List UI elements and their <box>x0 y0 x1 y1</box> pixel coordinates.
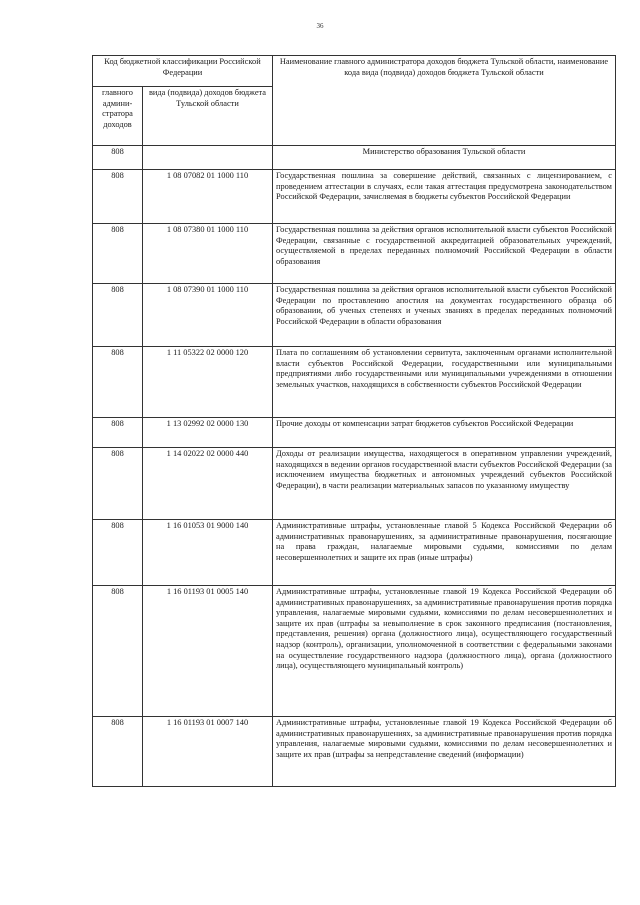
cell-revenue-code: 1 14 02022 02 0000 440 <box>143 448 273 520</box>
header-code-group: Код бюджетной классификации Российской Федерации <box>93 56 273 87</box>
table-header-row <box>93 56 616 87</box>
table-row <box>93 717 616 787</box>
cell-revenue-code <box>143 146 273 170</box>
table-row <box>93 170 616 224</box>
header-code-column: вида (подвида) доходов бюджета Тульской области <box>143 87 273 146</box>
cell-revenue-code: 1 13 02992 02 0000 130 <box>143 418 273 448</box>
cell-revenue-name: Государственная пошлина за совершение действий, связанных с лицензированием, с проведением аттестации в случаях, если такая аттестация предусмотрена законодательством Российской Федерации, зачисляемая в бюджеты субъектов Российской Федерации <box>273 170 616 224</box>
table-row <box>93 284 616 347</box>
cell-revenue-name: Государственная пошлина за действия органов исполнительной власти субъектов Российской Федерации, связанные с государственной аккредитацией образовательных учреждений, осуществляемой в пределах переданных полномочий Российской Федерации в области образования <box>273 224 616 284</box>
cell-admin-code: 808 <box>93 347 143 418</box>
page-number: 36 <box>316 22 324 30</box>
table-row <box>93 586 616 717</box>
table-row <box>93 448 616 520</box>
cell-revenue-name: Государственная пошлина за действия органов исполнительной власти субъектов Российской Федерации по проставлению апостиля на документах государственного образца об образовании, об ученых степенях и ученых званиях в пределах переданных полномочий Российской Федерации в области образования <box>273 284 616 347</box>
cell-revenue-name: Прочие доходы от компенсации затрат бюджетов субъектов Российской Федерации <box>273 418 616 448</box>
cell-admin-code: 808 <box>93 224 143 284</box>
cell-admin-code: 808 <box>93 448 143 520</box>
cell-admin-code: 808 <box>93 418 143 448</box>
cell-revenue-code: 1 16 01193 01 0007 140 <box>143 717 273 787</box>
cell-revenue-name: Административные штрафы, установленные главой 19 Кодекса Российской Федерации об административных правонарушениях, за административные правонарушения против порядка управления, налагаемые мировыми судьями, комиссиями по делам несовершеннолетних и защите их прав (штрафы за невыполнение в срок законного предписания (постановления, представления, решения) органа (должностного лица), осуществляющего государственный надзор (контроль), организации, уполномоченной в соответствии с федеральными законами на осуществление государственного надзора (должностного лица), органа (должностного лица), осуществляющего муниципальный контроль) <box>273 586 616 717</box>
table-row <box>93 347 616 418</box>
cell-revenue-name: Плата по соглашениям об установлении сервитута, заключенным органами исполнительной власти субъектов Российской Федерации, государственными или муниципальными предприятиями либо государственными или муниципальными учреждениями в отношении земельных участков, находящихся в собственности субъектов Российской Федерации <box>273 347 616 418</box>
cell-revenue-code: 1 08 07082 01 1000 110 <box>143 170 273 224</box>
cell-revenue-name: Административные штрафы, установленные главой 5 Кодекса Российской Федерации об административных правонарушениях, за административные правонарушения, посягающие на права граждан, налагаемые мировыми судьями, комиссиями по делам несовершеннолетних и защите их прав (иные штрафы) <box>273 520 616 586</box>
cell-revenue-name: Министерство образования Тульской области <box>273 146 616 170</box>
budget-classification-table <box>92 55 616 787</box>
cell-revenue-code: 1 16 01053 01 9000 140 <box>143 520 273 586</box>
cell-admin-code: 808 <box>93 717 143 787</box>
cell-admin-code: 808 <box>93 520 143 586</box>
table-row <box>93 520 616 586</box>
header-name-column: Наименование главного администратора доходов бюджета Тульской области, наименование кода вида (подвида) доходов бюджета Тульской области <box>273 56 616 146</box>
table-row <box>93 224 616 284</box>
cell-revenue-code: 1 08 07380 01 1000 110 <box>143 224 273 284</box>
cell-revenue-name: Доходы от реализации имущества, находящегося в оперативном управлении учреждений, находящихся в ведении органов государственной власти субъектов Российской Федерации (за исключением имущества бюджетных и автономных учреждений субъектов Российской Федерации), в части реализации материальных запасов по указанному имуществу <box>273 448 616 520</box>
cell-admin-code: 808 <box>93 284 143 347</box>
header-admin-column: главного админи-стратора доходов <box>93 87 143 146</box>
cell-admin-code: 808 <box>93 586 143 717</box>
cell-revenue-code: 1 16 01193 01 0005 140 <box>143 586 273 717</box>
cell-revenue-code: 1 08 07390 01 1000 110 <box>143 284 273 347</box>
cell-revenue-code: 1 11 05322 02 0000 120 <box>143 347 273 418</box>
table-row <box>93 418 616 448</box>
cell-revenue-name: Административные штрафы, установленные главой 19 Кодекса Российской Федерации об административных правонарушениях, за административные правонарушения против порядка управления, налагаемые мировыми судьями, комиссиями по делам несовершеннолетних и защите их прав (штрафы за непредставление сведений (информации) <box>273 717 616 787</box>
table-row <box>93 146 616 170</box>
cell-admin-code: 808 <box>93 146 143 170</box>
cell-admin-code: 808 <box>93 170 143 224</box>
